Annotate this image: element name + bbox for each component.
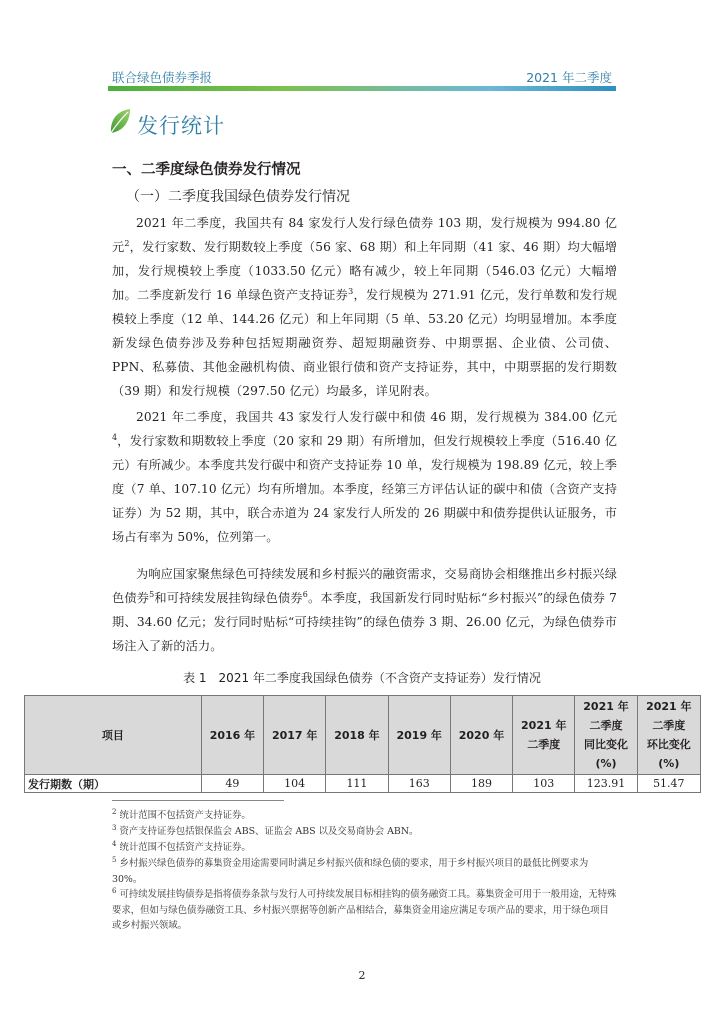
page-number: 2 [358,969,366,982]
header-report-title: 联合绿色债券季报 [112,70,213,85]
footnote-6: $^6$ 可持续发展挂钩债券是指将债券条款与发行人可持续发展目标相挂钩的债务融资工具。募集资金可用于一般用途，无特殊要求，但如与绿色债券融资工具、乡村振兴票据等创新产品相结合，募集资金用途应满足专项产品的要求，用于绿色项目或乡村振兴领域。 [112,886,617,931]
row-label: 发行期数（期） [25,775,202,793]
paragraph-carbon-neutral: 2021 年二季度，我国共 43 家发行人发行碳中和债 46 期，发行规模为 384.00 亿元$^4$，发行家数和期数较上季度（20 家和 29 期）有所增加，但发行规模较上季度（516.40 亿元）有所减少。本季度共发行碳中和资产支持证券 10 单，发行规模为 198.89 亿元，较上季度（7 单、107.10 亿元）均有所增加。本季度，经第三方评估认证的碳中和债（含资产支持证券）为 52 期，其中，联合赤道为 24 家发行人所发的 26 期碳中和债券提供认证服务，市场占有率为 50%，位列第一。 [112,410,617,544]
col-header-item: 项目 [25,696,202,775]
col-header-2017: 2017 年 [264,696,326,775]
paragraph-issuance-overview: 2021 年二季度，我国共有 84 家发行人发行绿色债券 103 期，发行规模为 994.80 亿元$^2$，发行家数、发行期数较上季度（56 家、68 期）和上年同期（41 家、46 期）均大幅增加，发行规模较上季度（1033.50 亿元）略有减少，较上年同期（546.03 亿元）大幅增加。二季度新发行 16 单绿色资产支持证券$^3$，发行规模为 271.91 亿元，发行单数和发行规模较上季度（12 单、144.26 亿元）和上年同期（5 单、53.20 亿元）均明显增加。本季度新发绿色债券涉及券种包括短期融资券、超短期融资券、中期票据、企业债、公司债、PPN、私募债、其他金融机构债、商业银行债和资产支持证券，其中，中期票据的发行期数（39 期）和发行规模（297.50 亿元）均最多，详见附表。 [112,216,617,398]
header-period: 2021 年二季度 [526,70,612,85]
footnote-ref: 2 [124,238,130,248]
section-title: 发行统计 [137,114,225,138]
cell-2019: 163 [388,775,450,793]
heading-level1: 一、二季度绿色债券发行情况 [112,162,301,178]
cell-2020: 189 [450,775,512,793]
col-header-qoq: 2021 年 二季度 环比变化 (%) [637,696,700,775]
table-header-row [25,696,701,775]
col-header-2016: 2016 年 [201,696,263,775]
col-header-2019: 2019 年 [388,696,450,775]
cell-yoy: 123.91 [575,775,637,793]
paragraph-rural-revitalization: 为响应国家聚焦绿色可持续发展和乡村振兴的融资需求，交易商协会相继推出乡村振兴绿色债券$^5$和可持续发展挂钩绿色债券$^6$。本季度，我国新发行同时贴标“乡村振兴”的绿色债券 7 期、34.60 亿元；发行同时贴标“可持续挂钩”的绿色债券 3 期、26.00 亿元，为绿色债券市场注入了新的活力。 [112,567,617,653]
footnote-ref: 5 [149,589,155,599]
cell-2016: 49 [201,775,263,793]
footnote-2: $^2$ 统计范围不包括资产支持证券。 [112,807,251,821]
leaf-icon [108,107,132,135]
cell-2021q2: 103 [513,775,575,793]
col-header-2018: 2018 年 [326,696,388,775]
footnote-3: $^3$ 资产支持证券包括银保监会 ABS、证监会 ABS 以及交易商协会 ABN。 [112,823,419,837]
footnote-ref: 3 [348,286,354,296]
cell-qoq: 51.47 [637,775,700,793]
footnote-ref: 4 [112,432,118,442]
footnote-4: $^4$ 统计范围不包括资产支持证券。 [112,839,251,853]
header-divider [108,86,616,91]
col-header-yoy: 2021 年 二季度 同比变化 (%) [575,696,637,775]
col-header-2020: 2020 年 [450,696,512,775]
col-header-2021q2: 2021 年 二季度 [513,696,575,775]
footnote-ref: 6 [302,589,308,599]
cell-2018: 111 [326,775,388,793]
cell-2017: 104 [264,775,326,793]
footnote-divider [112,800,284,801]
green-bond-issuance-table [24,695,701,793]
table-row [25,775,701,793]
table-caption: 表 1 2021 年二季度我国绿色债券（不含资产支持证券）发行情况 [183,671,541,685]
heading-level2: （一）二季度我国绿色债券发行情况 [126,189,350,205]
footnote-5: $^5$ 乡村振兴绿色债券的募集资金用途需要同时满足乡村振兴债和绿色债的要求，用于乡村振兴项目的最低比例要求为 30%。 [112,855,589,885]
